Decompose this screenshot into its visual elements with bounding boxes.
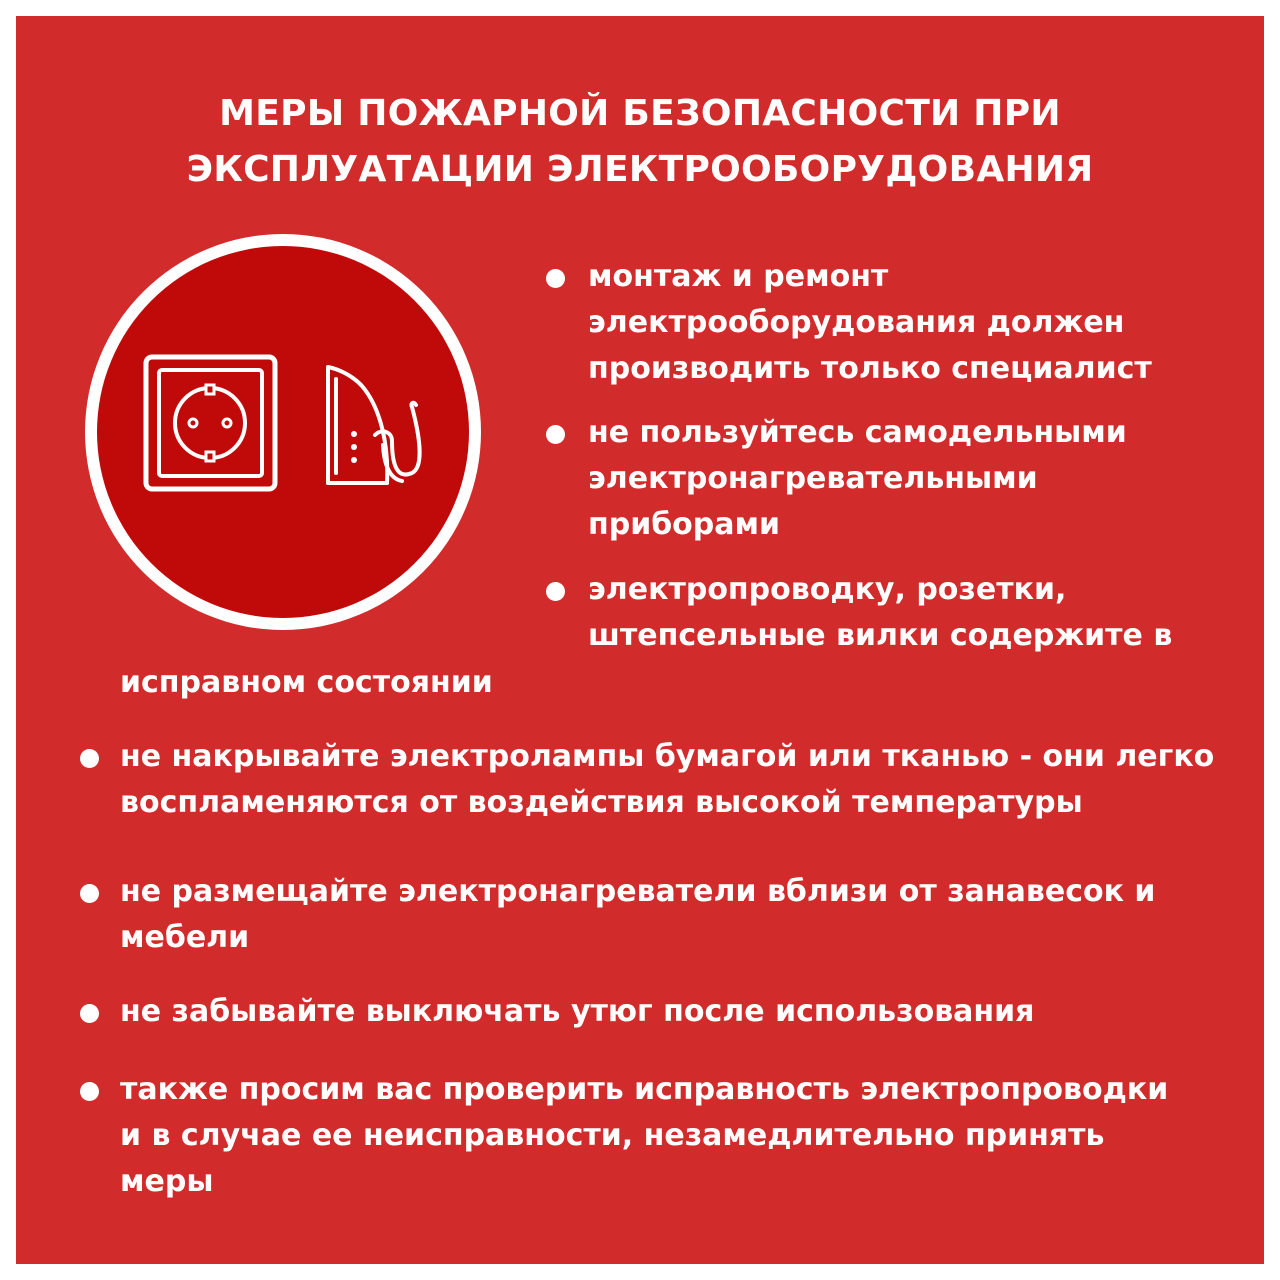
title-line-1: МЕРЫ ПОЖАРНОЙ БЕЗОПАСНОСТИ ПРИ <box>219 93 1061 134</box>
bullet-icon <box>80 1004 99 1023</box>
bullet-icon <box>80 884 99 903</box>
list-item <box>546 254 1152 392</box>
item-text-line: воспламеняются от воздействия высокой температуры <box>120 785 1083 820</box>
item-text-line: монтаж и ремонт <box>588 259 889 294</box>
bullet-icon <box>80 749 99 768</box>
item-text-line: не накрывайте электролампы бумагой или тканью - они легко <box>120 739 1215 774</box>
item-text-line: не пользуйтесь самодельными <box>588 415 1127 450</box>
item-text-line: штепсельные вилки содержите в <box>588 618 1173 653</box>
list-item <box>80 1067 1168 1205</box>
item-text-line: приборами <box>588 507 781 542</box>
item-text-line: меры <box>120 1164 214 1199</box>
item-text-line: электронагревательными <box>588 461 1038 496</box>
bullet-icon <box>546 582 565 601</box>
item-text-continuation: исправном состоянии <box>120 665 493 700</box>
list-item <box>80 734 1214 826</box>
item-text-line: не забывайте выключать утюг после использования <box>120 994 1035 1029</box>
item-text-line: электрооборудования должен <box>588 305 1125 340</box>
list-item <box>546 410 1127 548</box>
bullet-icon <box>80 1082 99 1101</box>
bullet-icon <box>546 269 565 288</box>
item-text-line: мебели <box>120 920 250 955</box>
list-item <box>546 567 1172 659</box>
item-text-line: электропроводку, розетки, <box>588 572 1067 607</box>
page-title <box>16 86 1264 198</box>
emblem <box>80 229 486 635</box>
item-text-line: не размещайте электронагреватели вблизи от занавесок и <box>120 874 1156 909</box>
emblem-graphic <box>80 229 486 635</box>
item-text-line: производить только специалист <box>588 351 1152 386</box>
list-item <box>80 869 1155 961</box>
bullet-icon <box>546 425 565 444</box>
item-text-line: и в случае ее неисправности, незамедлительно принять <box>120 1118 1105 1153</box>
list-item <box>80 989 1034 1035</box>
poster <box>16 16 1264 1264</box>
title-line-2: ЭКСПЛУАТАЦИИ ЭЛЕКТРООБОРУДОВАНИЯ <box>186 149 1094 190</box>
item-text-line: также просим вас проверить исправность электропроводки <box>120 1072 1169 1107</box>
power-socket-icon <box>146 357 275 489</box>
